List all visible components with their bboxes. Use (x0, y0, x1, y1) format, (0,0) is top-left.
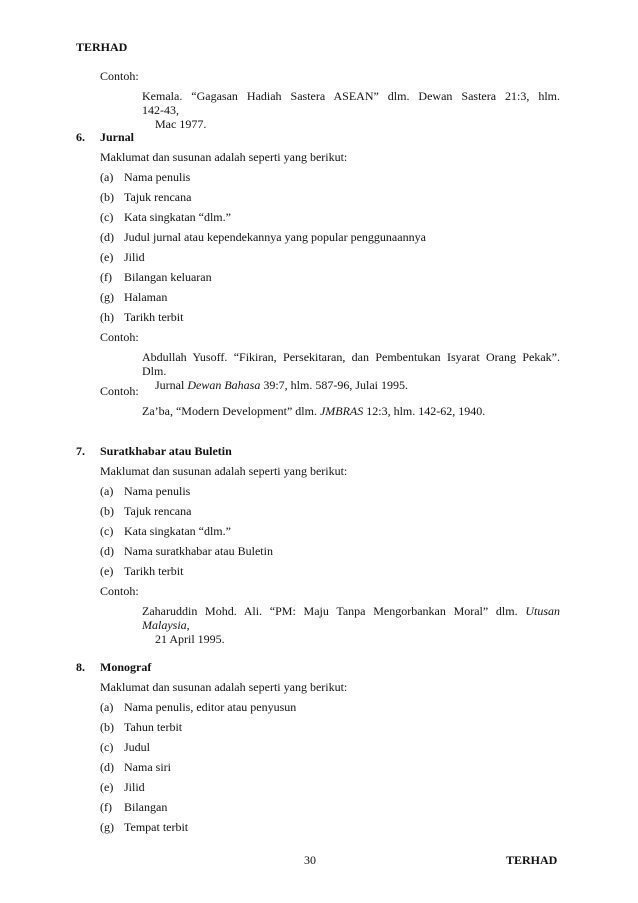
reference-text: Zaharuddin Mohd. Ali. “PM: Maju Tanpa Mengorbankan Moral” dlm. (142, 604, 526, 618)
list-item-letter: (e) (100, 250, 114, 264)
footer-classification: TERHAD (506, 853, 558, 867)
reference-line (142, 604, 560, 632)
list-item-letter: (b) (100, 720, 114, 734)
list-item-letter: (c) (100, 210, 114, 224)
list-item-text: Jilid (124, 780, 145, 794)
reference-line-continued (142, 378, 560, 392)
reference-text: 39:7, hlm. 587-96, Julai 1995. (260, 378, 408, 392)
journal-title: Dewan Bahasa (187, 378, 261, 392)
section-title: Monograf (100, 660, 152, 674)
reference-entry (142, 89, 560, 131)
section-intro: Maklumat dan susunan adalah seperti yang berikut: (100, 680, 348, 694)
list-item-letter: (a) (100, 484, 114, 498)
list-item-text: Nama siri (124, 760, 171, 774)
list-item-letter: (d) (100, 544, 114, 558)
list-item-text: Halaman (124, 290, 168, 304)
journal-title: JMBRAS (319, 404, 364, 418)
section-title: Jurnal (100, 130, 135, 144)
section-number: 6. (76, 130, 85, 144)
list-item-text: Kata singkatan “dlm.” (124, 210, 231, 224)
list-item-text: Nama penulis, editor atau penyusun (124, 700, 297, 714)
list-item-letter: (f) (100, 270, 112, 284)
section-intro: Maklumat dan susunan adalah seperti yang berikut: (100, 464, 348, 478)
section-number: 7. (76, 444, 85, 458)
list-item-letter: (a) (100, 700, 114, 714)
list-item-letter: (d) (100, 230, 114, 244)
list-item-letter: (c) (100, 524, 114, 538)
example-label: Contoh: (100, 584, 139, 598)
reference-line: Kemala. “Gagasan Hadiah Sastera ASEAN” dlm. Dewan Sastera 21:3, hlm. 142-43, (142, 89, 560, 117)
reference-text: 12:3, hlm. 142-62, 1940. (363, 404, 486, 418)
reference-text: , (186, 618, 190, 632)
list-item-text: Bilangan keluaran (124, 270, 212, 284)
list-item-letter: (f) (100, 800, 112, 814)
list-item-text: Tempat terbit (124, 820, 189, 834)
list-item-text: Kata singkatan “dlm.” (124, 524, 231, 538)
list-item-letter: (a) (100, 170, 114, 184)
reference-line-continued: 21 April 1995. (155, 632, 225, 646)
list-item-text: Bilangan (124, 800, 168, 814)
list-item-letter: (b) (100, 504, 114, 518)
list-item-text: Nama suratkhabar atau Buletin (124, 544, 273, 558)
reference-text: Za’ba, “Modern Development” dlm. (142, 404, 320, 418)
list-item-letter: (d) (100, 760, 114, 774)
section-title: Suratkhabar atau Buletin (100, 444, 232, 458)
example-label: Contoh: (100, 330, 139, 344)
list-item-text: Judul (124, 740, 151, 754)
newspaper-title: Utusan Malaysia (142, 604, 560, 632)
page-number: 30 (304, 853, 316, 867)
reference-entry (142, 350, 560, 392)
example-label: Contoh: (100, 384, 139, 398)
list-item-text: Tajuk rencana (124, 190, 192, 204)
list-item-letter: (e) (100, 564, 114, 578)
list-item-text: Judul jurnal atau kependekannya yang popular penggunaannya (124, 230, 426, 244)
reference-line-continued: Mac 1977. (155, 117, 207, 131)
list-item-text: Jilid (124, 250, 145, 264)
header-classification: TERHAD (76, 40, 128, 54)
list-item-letter: (h) (100, 310, 114, 324)
reference-entry (142, 604, 560, 646)
section-number: 8. (76, 660, 85, 674)
list-item-letter: (c) (100, 740, 114, 754)
example-label: Contoh: (100, 69, 139, 83)
list-item-letter: (g) (100, 290, 114, 304)
list-item-letter: (b) (100, 190, 114, 204)
list-item-letter: (e) (100, 780, 114, 794)
section-intro: Maklumat dan susunan adalah seperti yang berikut: (100, 150, 348, 164)
list-item-letter: (g) (100, 820, 114, 834)
reference-text: Jurnal (155, 378, 188, 392)
reference-line: Abdullah Yusoff. “Fikiran, Persekitaran, dan Pembentukan Isyarat Orang Pekak”. Dlm. (142, 350, 560, 378)
reference-entry (142, 404, 560, 418)
list-item-text: Tarikh terbit (124, 564, 184, 578)
list-item-text: Nama penulis (124, 170, 191, 184)
list-item-text: Tajuk rencana (124, 504, 192, 518)
list-item-text: Tarikh terbit (124, 310, 184, 324)
list-item-text: Tahun terbit (124, 720, 183, 734)
list-item-text: Nama penulis (124, 484, 191, 498)
reference-line (142, 404, 560, 418)
